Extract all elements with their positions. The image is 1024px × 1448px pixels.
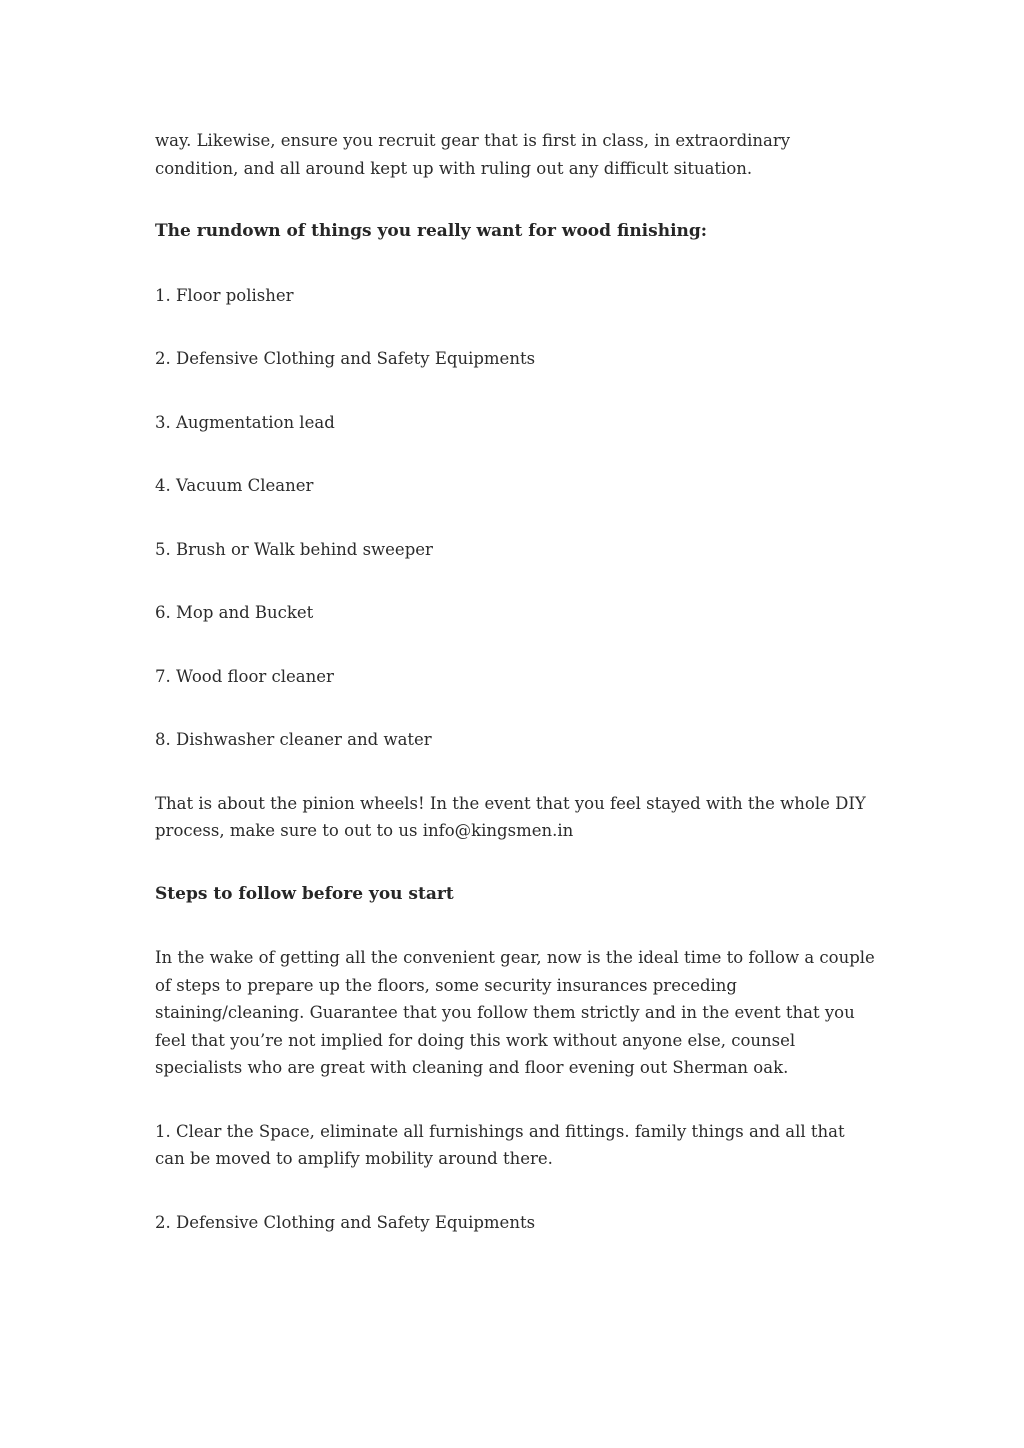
things-needed-list: [155, 282, 875, 754]
intro-paragraph: way. Likewise, ensure you recruit gear that is first in class, in extraordinary condition, and all around kept up with ruling out any difficult situation.: [155, 131, 791, 178]
list-item: 5. Brush or Walk behind sweeper: [155, 539, 433, 559]
list-item: 2. Defensive Clothing and Safety Equipments: [155, 1212, 536, 1232]
list-item: 7. Wood floor cleaner: [155, 666, 334, 686]
list-item: 6. Mop and Bucket: [155, 603, 314, 622]
section-heading-things-needed: The rundown of things you really want for wood finishing:: [155, 221, 708, 241]
steps-list: [155, 1118, 875, 1237]
list-item: 2. Defensive Clothing and Safety Equipments: [155, 349, 536, 368]
list-item: 4. Vacuum Cleaner: [155, 476, 314, 495]
section-heading-steps: Steps to follow before you start: [155, 883, 454, 904]
steps-intro-paragraph: In the wake of getting all the convenient gear, now is the ideal time to follow a couple of steps to prepare up the floors, some security insurances preceding staining/cleaning. Guarantee that you follow them strictly and in the event that you feel that you’re not implied for doing this work without anyone else, counsel specialists who are great with cleaning and floor evening out Sherman oak.: [155, 948, 875, 1077]
list-item: 1. Floor polisher: [155, 285, 294, 305]
list-item: 1. Clear the Space, eliminate all furnishings and fittings. family things and all that can be moved to amplify mobility around there.: [155, 1121, 845, 1168]
document-page: [155, 127, 875, 1236]
list-item: 8. Dishwasher cleaner and water: [155, 730, 432, 749]
list-item: 3. Augmentation lead: [155, 412, 335, 432]
closing-paragraph: That is about the pinion wheels! In the event that you feel stayed with the whole DIY process, make sure to out to us info@kingsmen.in: [155, 793, 866, 840]
